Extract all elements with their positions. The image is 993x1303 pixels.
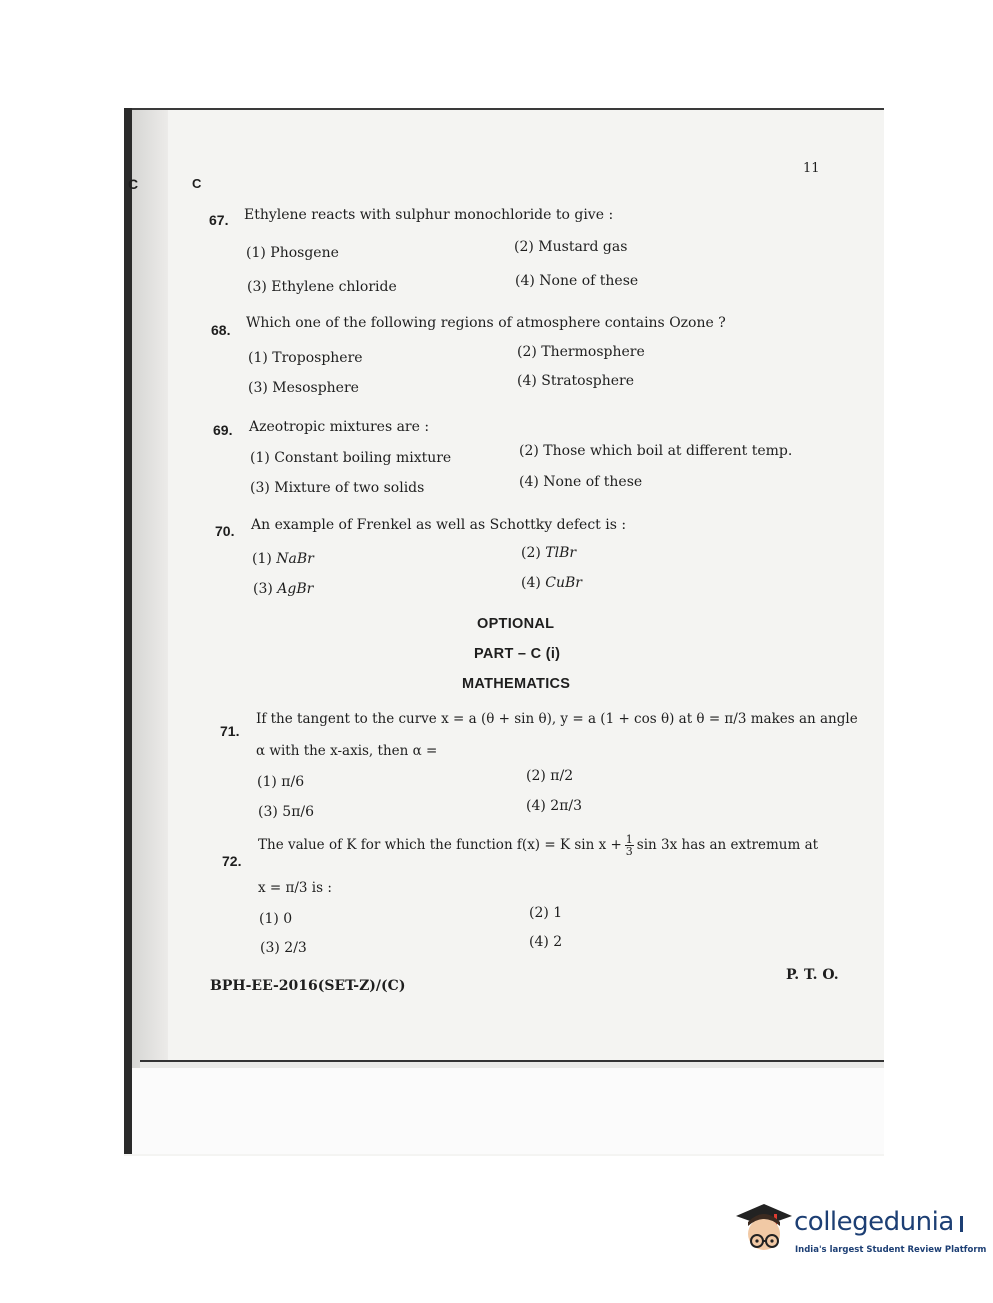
scan-edge-left xyxy=(124,108,132,1154)
brand-tagline: India's largest Student Review Platform xyxy=(795,1245,987,1255)
pto-label: P. T. O. xyxy=(786,967,839,983)
question-number: 70. xyxy=(215,523,235,539)
option: (2) Thermosphere xyxy=(517,344,645,360)
question-text-cont: α with the x-axis, then α = xyxy=(256,743,438,759)
option: (3) Ethylene chloride xyxy=(247,279,397,295)
option: (3) AgBr xyxy=(253,581,314,597)
option: (2) 1 xyxy=(529,905,563,921)
question-number: 69. xyxy=(213,422,233,438)
formula-agbr: AgBr xyxy=(277,581,314,597)
formula-tlbr: TlBr xyxy=(545,545,577,561)
question-text-cont: x = π/3 is : xyxy=(258,880,332,896)
corner-letter: C xyxy=(192,176,202,191)
option: (3) 2/3 xyxy=(260,940,307,956)
option: (1) π/6 xyxy=(257,774,305,790)
option: (3) 5π/6 xyxy=(258,804,315,820)
option: (4) CuBr xyxy=(521,575,582,591)
option: (2) Mustard gas xyxy=(514,239,628,255)
formula-cubr: CuBr xyxy=(545,575,582,591)
corner-letter-left: C xyxy=(128,176,139,192)
question-text: If the tangent to the curve x = a (θ + sin θ), y = a (1 + cos θ) at θ = π/3 makes an angle xyxy=(256,711,858,727)
page-number: 11 xyxy=(803,161,820,176)
option: (2) π/2 xyxy=(526,768,574,784)
question-text: An example of Frenkel as well as Schottky defect is : xyxy=(251,517,627,533)
question-number: 72. xyxy=(222,853,242,869)
option: (4) None of these xyxy=(519,474,643,490)
option: (1) Phosgene xyxy=(246,245,339,261)
scan-shadow xyxy=(132,110,168,1070)
scan-margin-lower xyxy=(132,1068,884,1154)
option: (4) 2π/3 xyxy=(526,798,583,814)
option: (3) Mixture of two solids xyxy=(250,480,425,496)
option: (1) NaBr xyxy=(252,551,314,567)
section-part: PART – C (i) xyxy=(474,646,561,662)
question-number: 68. xyxy=(211,322,231,338)
option: (1) Constant boiling mixture xyxy=(250,450,452,466)
formula-nabr: NaBr xyxy=(276,551,314,567)
question-text: Ethylene reacts with sulphur monochloride to give : xyxy=(244,207,614,223)
option: (4) None of these xyxy=(515,273,639,289)
option: (2) Those which boil at different temp. xyxy=(519,443,793,459)
option: (2) TlBr xyxy=(521,545,577,561)
question-text: The value of K for which the function f(x) = K sin x + $\frac{1}{3}$ sin 3x has an extremum at xyxy=(258,833,819,858)
brand-name: collegedunia xyxy=(794,1207,954,1237)
footer-code: BPH-EE-2016(SET-Z)/(C) xyxy=(210,978,406,994)
section-optional: OPTIONAL xyxy=(477,616,555,632)
scanned-page xyxy=(124,108,884,1156)
question-number: 67. xyxy=(209,212,229,228)
option: (4) Stratosphere xyxy=(517,373,635,389)
question-text: Which one of the following regions of atmosphere contains Ozone ? xyxy=(246,315,726,331)
option: (1) 0 xyxy=(259,911,293,927)
question-number: 71. xyxy=(220,723,240,739)
option: (1) Troposphere xyxy=(248,350,363,366)
question-text: Azeotropic mixtures are : xyxy=(249,419,430,435)
fraction: $\frac{1}{3}$ xyxy=(625,833,633,858)
section-subject: MATHEMATICS xyxy=(462,676,571,692)
option: (4) 2 xyxy=(529,934,563,950)
option: (3) Mesosphere xyxy=(248,380,359,396)
